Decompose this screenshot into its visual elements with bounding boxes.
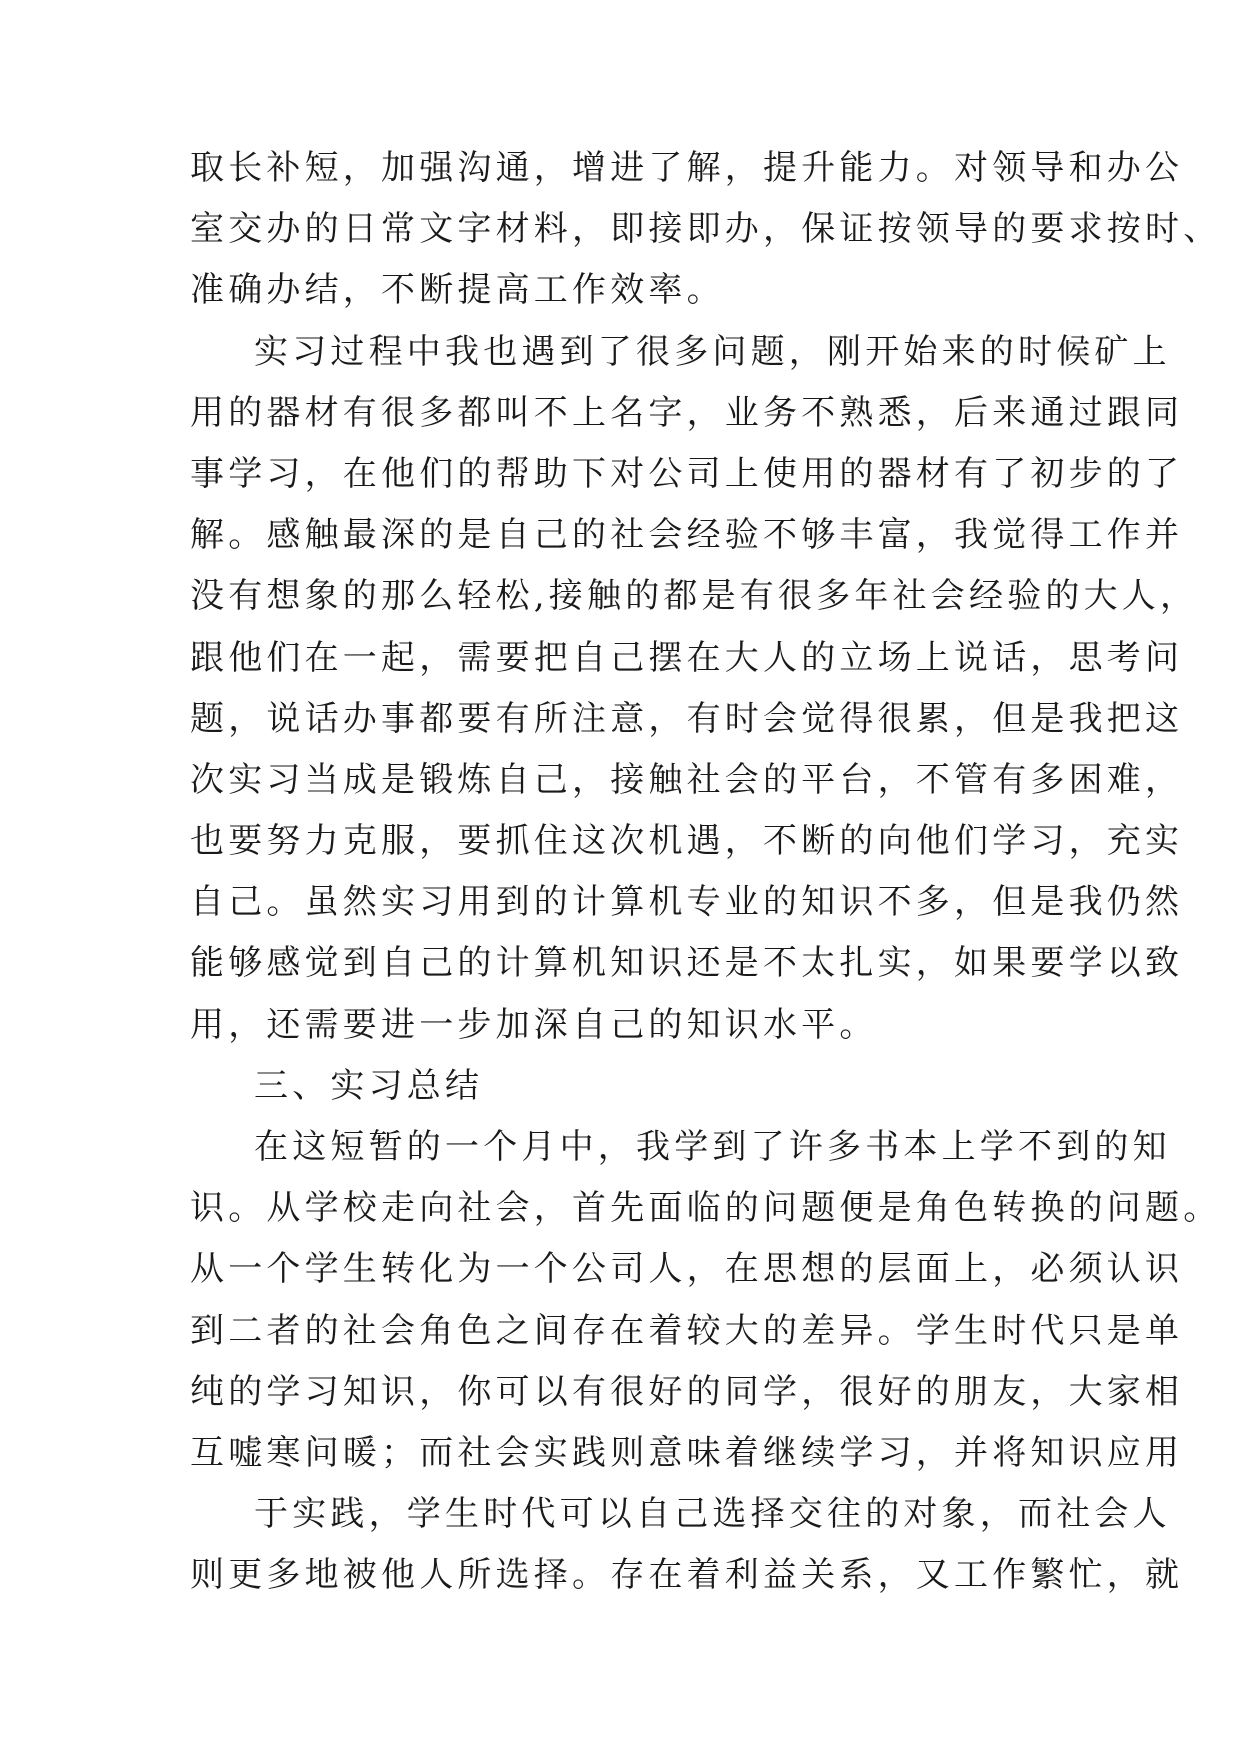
- text-line: 识。从学校走向社会，首先面临的问题便是角色转换的问题。: [190, 1188, 1222, 1229]
- text-line: 没有想象的那么轻松,接触的都是有很多年社会经验的大人，: [190, 576, 1199, 617]
- text-line: 次实习当成是锻炼自己，接触社会的平台，不管有多困难，: [190, 759, 1184, 800]
- text-line: 准确办结，不断提高工作效率。: [190, 270, 725, 311]
- text-line: 则更多地被他人所选择。存在着利益关系，又工作繁忙，就: [190, 1555, 1184, 1596]
- paragraph-start-line: 于实践，学生时代可以自己选择交往的对象，而社会人: [254, 1494, 1171, 1535]
- text-line: 取长补短，加强沟通，增进了解，提升能力。对领导和办公: [190, 148, 1184, 188]
- text-line: 解。感触最深的是自己的社会经验不够丰富，我觉得工作并: [190, 515, 1184, 556]
- text-line: 用，还需要进一步加深自己的知识水平。: [190, 1004, 878, 1045]
- text-line: 题，说话办事都要有所注意，有时会觉得很累，但是我把这: [190, 698, 1184, 739]
- text-line: 能够感觉到自己的计算机知识还是不太扎实，如果要学以致: [190, 943, 1184, 984]
- section-heading: 三、实习总结: [254, 1065, 484, 1106]
- text-line: 事学习，在他们的帮助下对公司上使用的器材有了初步的了: [190, 453, 1184, 494]
- text-line: 跟他们在一起，需要把自己摆在大人的立场上说话，思考问: [190, 637, 1184, 678]
- text-line: 自己。虽然实习用到的计算机专业的知识不多，但是我仍然: [190, 882, 1184, 923]
- text-line: 到二者的社会角色之间存在着较大的差异。学生时代只是单: [190, 1310, 1184, 1351]
- text-line: 用的器材有很多都叫不上名字，业务不熟悉，后来通过跟同: [190, 392, 1184, 433]
- paragraph-start-line: 在这短暂的一个月中，我学到了许多书本上学不到的知: [254, 1127, 1171, 1167]
- text-line: 也要努力克服，要抓住这次机遇，不断的向他们学习，充实: [190, 821, 1184, 862]
- text-line: 纯的学习知识，你可以有很好的同学，很好的朋友，大家相: [190, 1371, 1184, 1412]
- text-line: 从一个学生转化为一个公司人，在思想的层面上，必须认识: [190, 1249, 1184, 1290]
- text-line: 室交办的日常文字材料，即接即办，保证按领导的要求按时、: [190, 209, 1222, 250]
- text-line: 互嘘寒问暖；而社会实践则意味着继续学习，并将知识应用: [190, 1432, 1184, 1473]
- document-body: [190, 138, 1222, 1607]
- paragraph-start-line: 实习过程中我也遇到了很多问题，刚开始来的时候矿上: [254, 331, 1171, 372]
